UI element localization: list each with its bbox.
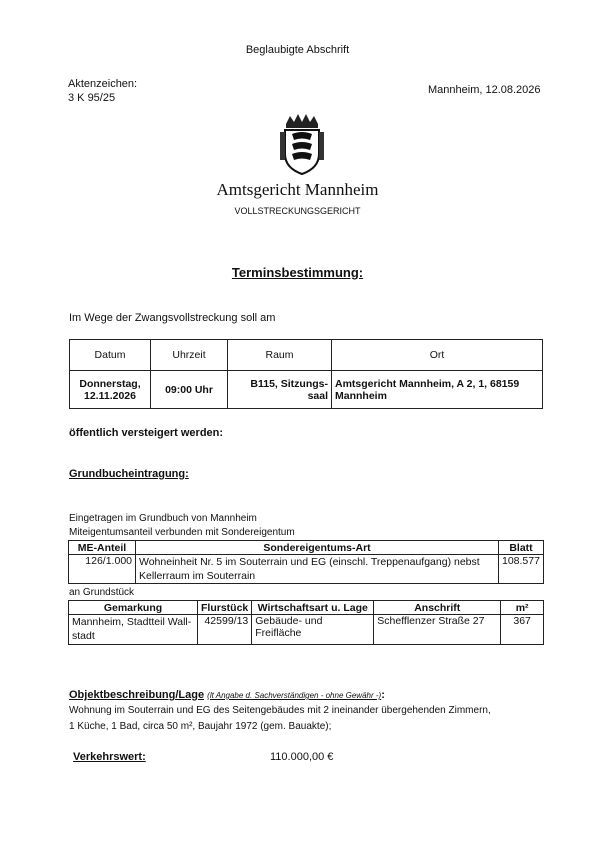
appointment-place xyxy=(332,371,543,409)
appointment-table xyxy=(69,339,543,409)
object-description xyxy=(69,703,491,735)
object-line2: 1 Küche, 1 Bad, circa 50 m², Baujahr 1972 (gem. Bauakte); xyxy=(69,721,332,732)
header-room: Raum xyxy=(228,340,332,371)
copy-label: Beglaubigte Abschrift xyxy=(245,44,350,56)
file-number-label: Aktenzeichen: xyxy=(68,78,138,90)
district-value xyxy=(69,615,198,645)
district-line2: stadt xyxy=(72,630,95,642)
market-value-label: Verkehrswert: xyxy=(73,751,146,763)
land-register-heading: Grundbucheintragung: xyxy=(69,468,189,480)
col-parcel: Flurstück xyxy=(198,601,252,615)
auction-text: öffentlich versteigert werden: xyxy=(69,427,224,439)
appointment-time: 09:00 Uhr xyxy=(151,371,228,409)
usage-value: Gebäude- und Freifläche xyxy=(252,615,374,645)
plot-label: an Grundstück xyxy=(69,587,135,598)
object-colon: : xyxy=(381,689,385,701)
plot-table xyxy=(68,600,544,645)
col-address: Anschrift xyxy=(374,601,501,615)
appointment-date xyxy=(70,371,151,409)
place-date: Mannheim, 12.08.2026 xyxy=(428,84,541,96)
kind-value xyxy=(136,555,499,584)
land-register-line1: Eingetragen im Grundbuch von Mannheim xyxy=(69,513,257,524)
room-line2: saal xyxy=(307,389,328,402)
object-line1: Wohnung im Souterrain und EG des Seitengebäudes mit 2 ineinander übergehenden Zimmern, xyxy=(69,705,491,716)
col-area: m² xyxy=(501,601,544,615)
land-register-intro xyxy=(69,512,295,540)
market-value: 110.000,00 € xyxy=(270,751,334,763)
col-sheet: Blatt xyxy=(499,541,544,555)
place-line1: Amtsgericht Mannheim, A 2, 1, 68159 xyxy=(335,377,520,390)
parcel-value: 42599/13 xyxy=(198,615,252,645)
area-value: 367 xyxy=(501,615,544,645)
court-name: Amtsgericht Mannheim xyxy=(216,180,379,199)
file-number-block xyxy=(68,77,137,105)
col-district: Gemarkung xyxy=(69,601,198,615)
header-place: Ort xyxy=(332,340,543,371)
date-line2: 12.11.2026 xyxy=(84,389,136,402)
coat-of-arms-icon xyxy=(280,112,324,176)
court-division: VOLLSTRECKUNGSGERICHT xyxy=(234,206,361,216)
kind-line2: Kellerraum im Souterrain xyxy=(139,570,256,582)
kind-line1: Wohneinheit Nr. 5 im Souterrain und EG (einschl. Treppenaufgang) nebst xyxy=(139,556,480,568)
share-value: 126/1.000 xyxy=(69,555,136,584)
address-value: Schefflenzer Straße 27 xyxy=(374,615,501,645)
header-time: Uhrzeit xyxy=(151,340,228,371)
sheet-value: 108.577 xyxy=(499,555,544,584)
document-title: Terminsbestimmung: xyxy=(231,265,364,280)
col-kind: Sondereigentums-Art xyxy=(136,541,499,555)
appointment-room xyxy=(228,371,332,409)
object-note: (lt Angabe d. Sachverständigen - ohne Gewähr -) xyxy=(207,691,382,700)
co-ownership-table xyxy=(68,540,544,584)
file-number: 3 K 95/25 xyxy=(68,92,116,104)
header-date: Datum xyxy=(70,340,151,371)
object-heading-line xyxy=(69,689,385,701)
date-line1: Donnerstag, xyxy=(79,377,141,390)
district-line1: Mannheim, Stadtteil Wall- xyxy=(72,616,192,628)
col-usage: Wirtschaftsart u. Lage xyxy=(252,601,374,615)
intro-text: Im Wege der Zwangsvollstreckung soll am xyxy=(69,312,276,324)
col-share: ME-Anteil xyxy=(69,541,136,555)
place-line2: Mannheim xyxy=(335,389,387,402)
object-heading: Objektbeschreibung/Lage xyxy=(69,689,205,701)
land-register-line2: Miteigentumsanteil verbunden mit Sondereigentum xyxy=(69,527,295,538)
room-line1: B115, Sitzungs- xyxy=(250,377,328,390)
